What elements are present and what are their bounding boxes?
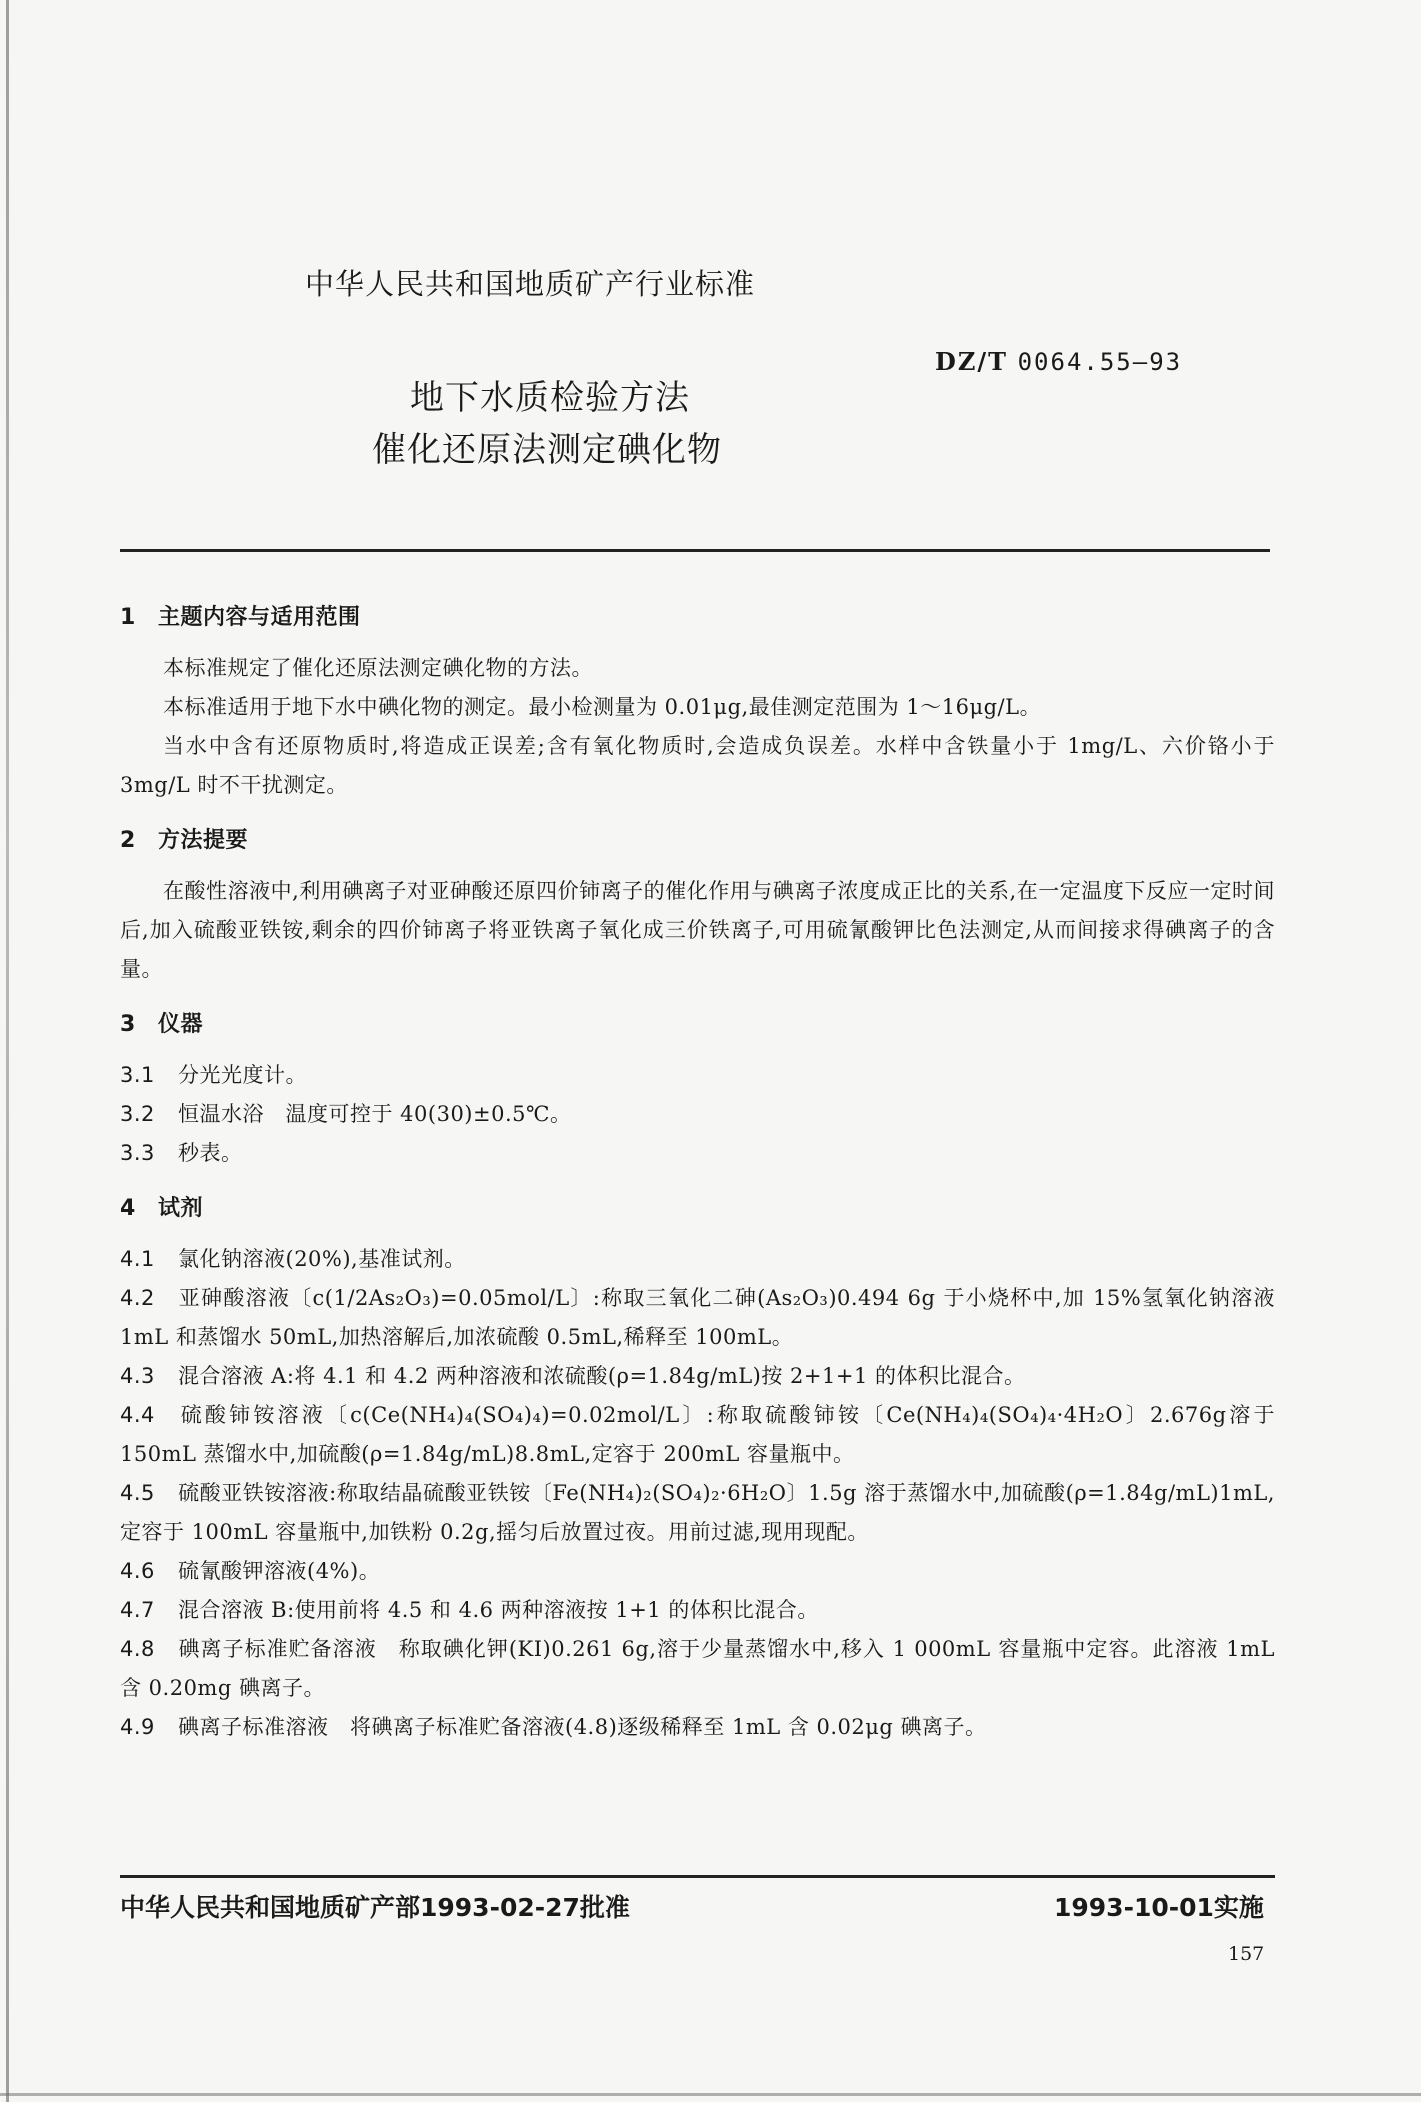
item-text: 恒温水浴 温度可控于 40(30)±0.5℃。 bbox=[178, 1102, 572, 1126]
section-number: 1 bbox=[120, 605, 136, 630]
document-body bbox=[120, 598, 1275, 1747]
header-divider bbox=[120, 549, 1270, 552]
list-item bbox=[120, 1279, 1275, 1357]
document-title: 地下水质检验方法 bbox=[410, 378, 690, 418]
item-text: 硫酸亚铁铵溶液:称取结晶硫酸亚铁铵〔Fe(NH₄)₂(SO₄)₂·6H₂O〕1.5g 溶于蒸馏水中,加硫酸(ρ=1.84g/mL)1mL,定容于 100mL 容量瓶中,加铁粉 0.2g,摇匀后放置过夜。用前过滤,现用现配。 bbox=[120, 1481, 1275, 1544]
section-2-heading bbox=[120, 821, 1275, 860]
approval-line: 中华人民共和国地质矿产部1993-02-27批准 bbox=[120, 1893, 630, 1922]
section-1-heading bbox=[120, 598, 1275, 637]
item-text: 碘离子标准贮备溶液 称取碘化钾(KI)0.261 6g,溶于少量蒸馏水中,移入 1 000mL 容量瓶中定容。此溶液 1mL 含 0.20mg 碘离子。 bbox=[120, 1637, 1275, 1700]
paragraph: 当水中含有还原物质时,将造成正误差;含有氧化物质时,会造成负误差。水样中含铁量小于 1mg/L、六价铬小于 3mg/L 时不干扰测定。 bbox=[120, 734, 1275, 797]
item-number: 4.4 bbox=[120, 1403, 155, 1427]
paragraph: 在酸性溶液中,利用碘离子对亚砷酸还原四价铈离子的催化作用与碘离子浓度成正比的关系,在一定温度下反应一定时间后,加入硫酸亚铁铵,剩余的四价铈离子将亚铁离子氧化成三价铁离子,可用硫氰酸钾比色法测定,从而间接求得碘离子的含量。 bbox=[120, 879, 1275, 981]
item-text: 亚砷酸溶液〔c(1/2As₂O₃)=0.05mol/L〕:称取三氧化二砷(As₂O₃)0.494 6g 于小烧杯中,加 15%氢氧化钠溶液 1mL 和蒸馏水 50mL,加热溶解后,加浓硫酸 0.5mL,稀释至 100mL。 bbox=[120, 1286, 1275, 1349]
implementation-date: 1993-10-01实施 bbox=[1054, 1893, 1264, 1922]
item-text: 秒表。 bbox=[178, 1141, 243, 1165]
page-scan-edge-bottom bbox=[0, 2093, 1421, 2096]
item-text: 混合溶液 A:将 4.1 和 4.2 两种溶液和浓硫酸(ρ=1.84g/mL)按 2+1+1 的体积比混合。 bbox=[178, 1364, 1026, 1388]
paragraph: 本标准规定了催化还原法测定碘化物的方法。 bbox=[163, 656, 593, 680]
list-item bbox=[120, 1240, 1275, 1279]
section-number: 2 bbox=[120, 828, 136, 853]
list-item bbox=[120, 1474, 1275, 1552]
item-text: 氯化钠溶液(20%),基准试剂。 bbox=[178, 1247, 466, 1271]
standard-category-title: 中华人民共和国地质矿产行业标准 bbox=[305, 267, 756, 301]
page-scan-edge-left bbox=[6, 0, 9, 2102]
section-title: 仪器 bbox=[158, 1012, 204, 1037]
item-text: 分光光度计。 bbox=[178, 1063, 307, 1087]
list-item bbox=[120, 1095, 1275, 1134]
item-number: 4.3 bbox=[120, 1364, 155, 1388]
section-title: 试剂 bbox=[158, 1196, 204, 1221]
item-number: 4.7 bbox=[120, 1598, 155, 1622]
paragraph: 本标准适用于地下水中碘化物的测定。最小检测量为 0.01μg,最佳测定范围为 1～16μg/L。 bbox=[163, 695, 1042, 719]
page-number: 157 bbox=[1228, 1943, 1265, 1965]
list-item bbox=[120, 1357, 1275, 1396]
item-text: 硫氰酸钾溶液(4%)。 bbox=[178, 1559, 381, 1583]
section-3-heading bbox=[120, 1005, 1275, 1044]
section-number: 4 bbox=[120, 1196, 136, 1221]
item-number: 3.1 bbox=[120, 1063, 155, 1087]
standard-number-prefix: DZ/T bbox=[935, 347, 1008, 376]
item-number: 4.6 bbox=[120, 1559, 155, 1583]
list-item bbox=[120, 1591, 1275, 1630]
item-number: 4.9 bbox=[120, 1715, 155, 1739]
item-text: 碘离子标准溶液 将碘离子标准贮备溶液(4.8)逐级稀释至 1mL 含 0.02μg 碘离子。 bbox=[178, 1715, 987, 1739]
item-number: 3.2 bbox=[120, 1102, 155, 1126]
document-subtitle: 催化还原法测定碘化物 bbox=[372, 430, 722, 470]
item-text: 硫酸铈铵溶液〔c(Ce(NH₄)₄(SO₄)₄)=0.02mol/L〕:称取硫酸铈铵〔Ce(NH₄)₄(SO₄)₄·4H₂O〕2.676g溶于 150mL 蒸馏水中,加硫酸(ρ=1.84g/mL)8.8mL,定容于 200mL 容量瓶中。 bbox=[120, 1403, 1275, 1466]
item-number: 4.2 bbox=[120, 1286, 155, 1310]
list-item bbox=[120, 1708, 1275, 1747]
list-item bbox=[120, 1630, 1275, 1708]
list-item bbox=[120, 1552, 1275, 1591]
item-number: 4.8 bbox=[120, 1637, 155, 1661]
list-item bbox=[120, 1056, 1275, 1095]
list-item bbox=[120, 1396, 1275, 1474]
section-number: 3 bbox=[120, 1012, 136, 1037]
item-number: 4.5 bbox=[120, 1481, 155, 1505]
item-text: 混合溶液 B:使用前将 4.5 和 4.6 两种溶液按 1+1 的体积比混合。 bbox=[178, 1598, 819, 1622]
section-title: 主题内容与适用范围 bbox=[158, 605, 361, 630]
list-item bbox=[120, 1134, 1275, 1173]
standard-number-value: 0064.55—93 bbox=[1017, 348, 1183, 376]
item-number: 4.1 bbox=[120, 1247, 155, 1271]
section-4-heading bbox=[120, 1189, 1275, 1228]
footer-divider bbox=[120, 1875, 1275, 1878]
standard-number bbox=[935, 347, 1182, 376]
item-number: 3.3 bbox=[120, 1141, 155, 1165]
section-title: 方法提要 bbox=[158, 828, 249, 853]
